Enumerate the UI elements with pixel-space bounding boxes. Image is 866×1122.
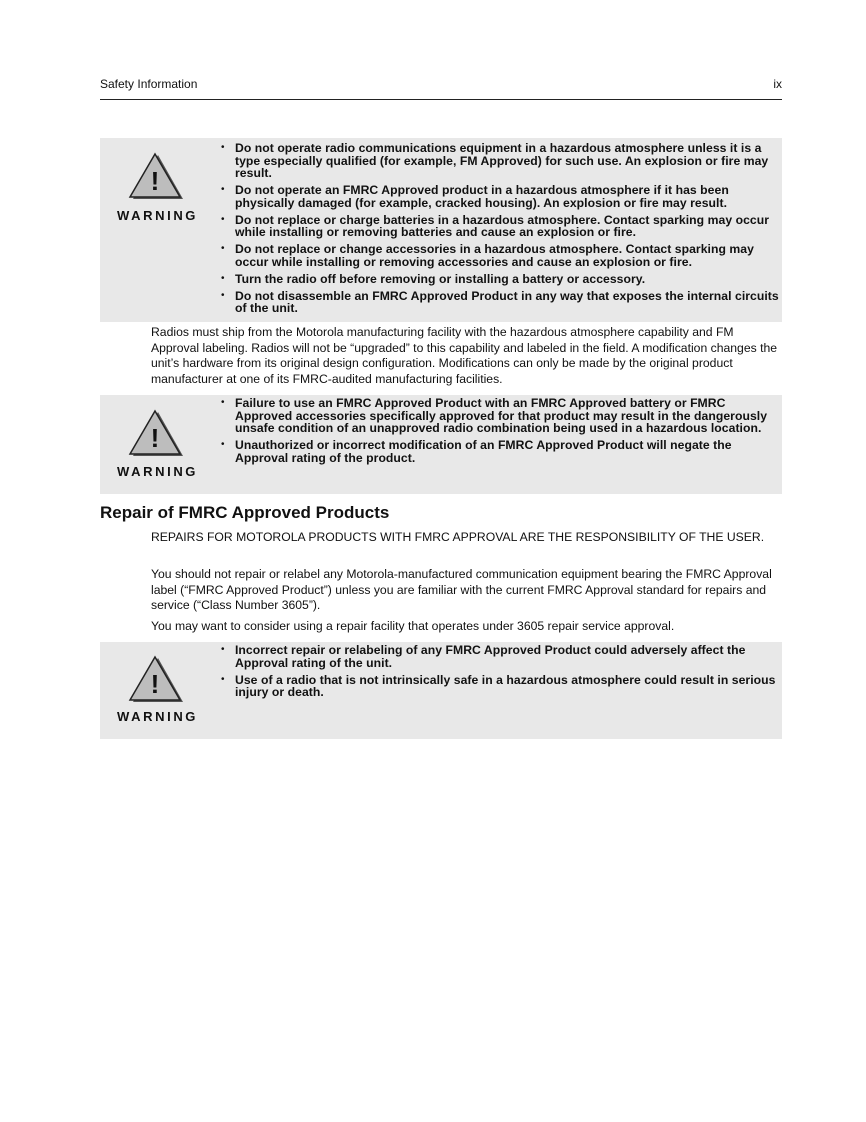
warning-triangle-icon <box>128 409 184 457</box>
warning-item: • Do not operate radio communications equipment in a hazardous atmosphere unless it is a type especially qualified (for example, FM Approved) for such use. An explosion or fire may result. <box>235 142 780 180</box>
svg-text:!: ! <box>150 423 160 453</box>
warning-item: • Do not replace or change accessories in a hazardous atmosphere. Contact sparking may occur while installing or removing accessories and cause an explosion or fire. <box>235 243 780 268</box>
warning-item: • Do not operate an FMRC Approved product in a hazardous atmosphere if it has been physically damaged (for example, cracked housing). An explosion or fire may result. <box>235 184 780 209</box>
warning-box-hazardous-atmosphere <box>100 138 782 322</box>
warning-item: • Failure to use an FMRC Approved Product with an FMRC Approved battery or FMRC Approved accessories specifically approved for that product may result in the dangerously unsafe condition of an unapproved radio combination being used in a hazardous location. <box>235 397 780 435</box>
warning-item: • Incorrect repair or relabeling of any FMRC Approved Product could adversely affect the Approval rating of the unit. <box>235 644 780 669</box>
warning-label: WARNING <box>116 208 199 223</box>
warning-item: • Use of a radio that is not intrinsically safe in a hazardous atmosphere could result in serious injury or death. <box>235 674 780 699</box>
warning-label: WARNING <box>116 709 199 724</box>
warning-list <box>235 142 780 319</box>
repairs-responsibility-paragraph: REPAIRS FOR MOTOROLA PRODUCTS WITH FMRC APPROVAL ARE THE RESPONSIBILITY OF THE USER. <box>151 530 765 544</box>
warning-list <box>235 397 780 469</box>
header-title: Safety Information <box>100 77 198 91</box>
warning-list <box>235 644 780 703</box>
warning-box-approved-accessories <box>100 395 782 494</box>
relabel-paragraph: You should not repair or relabel any Motorola-manufactured communication equipment bearing the FMRC Approval label (“FMRC Approved Product”) unless you are familiar with the current FMRC Approval standard for repairs and service (“Class Number 3605”). <box>151 567 772 612</box>
warning-label: WARNING <box>116 464 199 479</box>
repair-facility-paragraph: You may want to consider using a repair facility that operates under 3605 repair service approval. <box>151 619 675 633</box>
warning-item: • Do not replace or charge batteries in a hazardous atmosphere. Contact sparking may occur while installing or removing batteries and cause an explosion or fire. <box>235 214 780 239</box>
page-number: ix <box>773 77 782 91</box>
warning-triangle-icon <box>128 655 184 703</box>
page-header <box>100 77 782 100</box>
warning-item: • Unauthorized or incorrect modification of an FMRC Approved Product will negate the Approval rating of the product. <box>235 439 780 464</box>
svg-text:!: ! <box>150 166 160 196</box>
warning-item: • Do not disassemble an FMRC Approved Product in any way that exposes the internal circuits of the unit. <box>235 290 780 315</box>
warning-item: • Turn the radio off before removing or installing a battery or accessory. <box>235 273 780 286</box>
svg-text:!: ! <box>150 669 160 699</box>
shipping-paragraph: Radios must ship from the Motorola manufacturing facility with the hazardous atmosphere capability and FM Approval labeling. Radios will not be “upgraded” to this capability and labeled in the field. A modification changes the unit’s hardware from its original design configuration. Modifications can only be made by the original product manufacturer at one of its FMRC-audited manufacturing facilities. <box>151 325 778 386</box>
warning-box-repair <box>100 642 782 739</box>
section-heading: Repair of FMRC Approved Products <box>100 503 390 522</box>
warning-triangle-icon <box>128 152 184 200</box>
